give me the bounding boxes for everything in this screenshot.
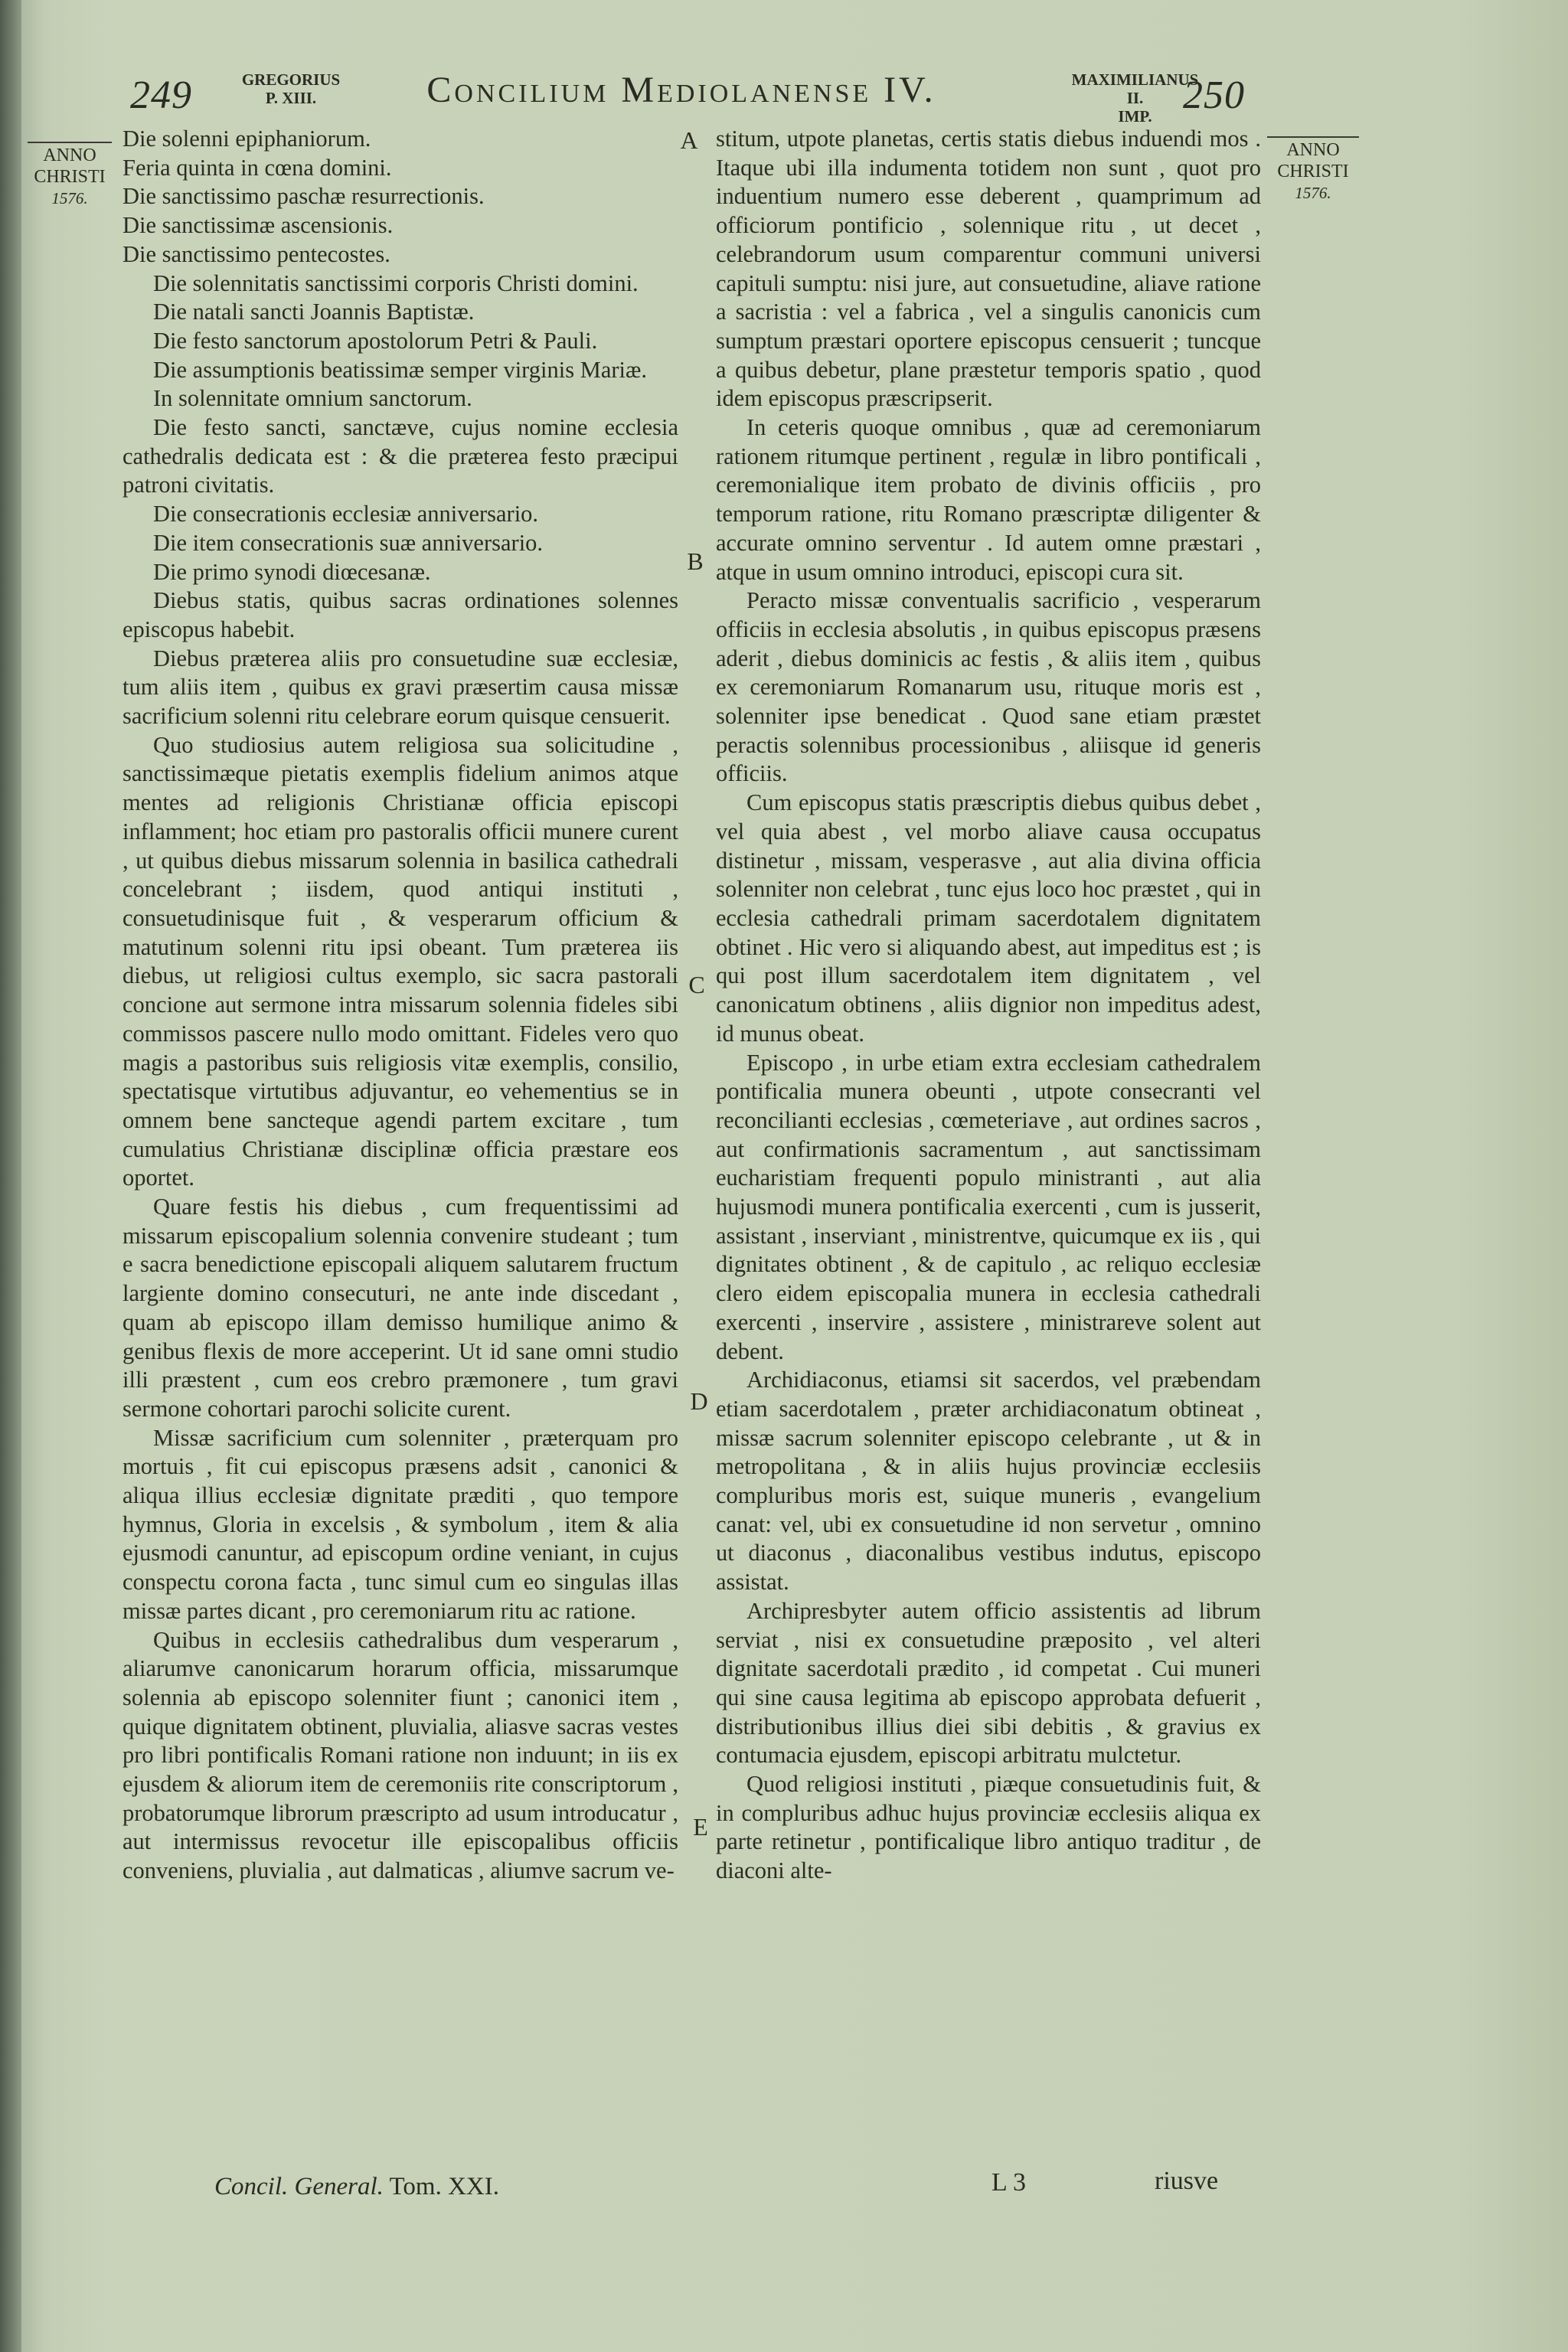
paragraph: Quo studiosius autem religiosa sua solicitudine , sanctissimæque pietatis exemplis fidelium animos atque mentes ad religionis Christianæ officia episcopi inflamment; hoc etiam pro pastoralis officii munere curent , ut quibus diebus missarum solennia in basilica cathedrali concelebrant ; iisdem, quod antiqui instituti , consuetudinisque fuit , & vesperarum officium & matutinum solenni ritu ipsi obeant. Tum præterea iis diebus, ut religiosi cultus exemplo, sic sacra pastorali concione aut sermone intra missarum solennia fideles sibi commissos pascere nullo modo omittant. Fideles vero quo magis a pastoribus suis religiosis vitæ exemplis, consilio, spectatisque virtutibus adjuvantur, eo vehementius se in omnem bene sancteque agendi partem excitare , tum cumulatius Christianæ disciplinæ officia præstare eos oportet. bbox=[122, 731, 678, 1191]
catchword: riusve bbox=[1155, 2167, 1219, 2195]
feast-list-item: Die consecrationis ecclesiæ anniversario. bbox=[153, 501, 539, 528]
feast-list-item: Diebus statis, quibus sacras ordinationes solennes episcopus habebit. bbox=[122, 587, 678, 642]
paragraph: Episcopo , in urbe etiam extra ecclesiam cathedralem pontificalia munera obeunti , utpote consecranti vel reconcilianti ecclesias , cœmeteriave , aut ordines sacros , aut confirmationis sacramentum , aut sanctissimam eucharistiam frequenti populo ministranti , aut alia hujusmodi munera pontificalia exercenti , cum is jusserit, assistant , inserviant , ministrentve, quicumque ex iis , qui dignitates obtinent , & de capitulo , ac reliquo ecclesiæ clero eidem episcopalia munera in ecclesia cathedrali exercenti , inservire , assistere , ministrareve solent aut debent. bbox=[716, 1049, 1261, 1364]
feast-list-item: Die sanctissimo paschæ resurrectionis. bbox=[122, 183, 485, 210]
signature-mark: L 3 bbox=[991, 2168, 1027, 2197]
left-text-column bbox=[122, 125, 678, 1886]
left-page-number: 249 bbox=[130, 74, 192, 117]
binding-fold bbox=[11, 0, 12, 2352]
footer-signature-title: Concil. General. bbox=[214, 2173, 384, 2200]
paragraph: Missæ sacrificium cum solenniter , præterquam pro mortuis , fit cui episcopus præsens adsit , canonici & aliqua illius ecclesiæ dignitate præditi , quo tempore hymnus, Gloria in excelsis , & symbolum , item & alia ejusmodi canuntur, ad episcopum ordine veniant, in cujus conspectu corona facta , tunc simul cum eo singulas illas missæ partes dicant , pro ceremoniarum ritu ac ratione. bbox=[122, 1424, 678, 1624]
left-margin-label: ANNO CHRISTI bbox=[34, 145, 106, 187]
section-letter-c: C bbox=[688, 971, 705, 998]
footer-volume: Tom. XXI. bbox=[389, 2173, 499, 2200]
paragraph: Quare festis his diebus , cum frequentissimi ad missarum episcopalium solennia convenire studeant ; tum e sacra benedictione episcopali aliquem salutarem fructum largiente domino consecuturi, ne ante inde discedant , quam ab episcopo illam demisso humilique animo & genibus flexis de more acceperint. Ut id sane omni studio illi præstent , cum eos crebro præmonere , tum gravi sermone cohortari parochi solicite curent. bbox=[122, 1194, 678, 1422]
page-title: Concilium Mediolanense IV. bbox=[426, 70, 936, 110]
feast-list-item: Die festo sanctorum apostolorum Petri & Pauli. bbox=[153, 327, 598, 354]
paragraph: Archipresbyter autem officio assistentis ad librum serviat , nisi ex consuetudine præposito , vel alteri dignitate sacerdotali prædito , id competat . Cui muneri qui sine causa legitima ab episcopo approbata defuerit , distributionibus illius diei sibi debitis , & gravius ex contumacia ejusdem, episcopi arbitratu mulctetur. bbox=[716, 1597, 1261, 1769]
paragraph: Quibus in ecclesiis cathedralibus dum vesperarum , aliarumve canonicarum horarum officia, missarumque solennia ab episcopo solenniter fiunt ; canonici item , quique dignitatem obtinent, pluvialia, aliasve sacras vestes pro libri pontificalis Romani ratione non induunt; in iis ex ejusdem & aliorum item de ceremoniis rite conscriptorum , probatorumque librorum præscripto ad usum introducatur , aut intermissus revocetur ille episcopalibus officiis conveniens, pluvialia , aut dalmaticas , aliumve sacrum ve- bbox=[122, 1626, 678, 1884]
right-margin-label: ANNO CHRISTI bbox=[1277, 140, 1349, 181]
right-margin-year: 1576. bbox=[1295, 184, 1331, 202]
feast-list-item: Die solenni epiphaniorum. bbox=[122, 126, 371, 152]
feast-list-item: Feria quinta in cœna domini. bbox=[122, 154, 392, 181]
paragraph: Archidiaconus, etiamsi sit sacerdos, vel præbendam etiam sacerdotalem , præter archidiaconatum obtineat , missæ sacrum solenniter episcopo celebrante , ut & in metropolitana , & in aliis hujus provinciæ ecclesiis compluribus moris est, suique muneris , evangelium canat: vel, ubi ex consuetudine id non servetur , omnino ut diaconus , diaconalibus vestibus indutus, episcopo assistat. bbox=[716, 1367, 1261, 1596]
feast-list-item: Die sanctissimo pentecostes. bbox=[122, 240, 390, 267]
paragraph: stitum, utpote planetas, certis statis diebus induendi mos . Itaque ubi illa indumenta totidem non sunt , quot pro induentium numero esse deberent , quamprimum ad officiorum pontificio , solennique ritu , ut decet , celebrandorum usum comparentur communi universi capituli sumptu: nisi jure, aut consuetudine, aliave ratione a sacristia : vel a fabrica , vel a singulis canonicis cum sumptum præstari oportere episcopus censuerit ; tuncque a quibus debetur, plane præstetur temporis spatio , quod idem episcopus præscripserit. bbox=[716, 126, 1261, 412]
feast-list-item: Die natali sancti Joannis Baptistæ. bbox=[153, 299, 475, 325]
feast-list-item: Die solennitatis sanctissimi corporis Christi domini. bbox=[153, 270, 639, 296]
section-letter-b: B bbox=[687, 547, 704, 575]
feast-list-item: Die assumptionis beatissimæ semper virginis Mariæ. bbox=[153, 356, 647, 383]
feast-list-item: Die sanctissimæ ascensionis. bbox=[122, 212, 394, 239]
right-margin-note bbox=[1267, 136, 1359, 204]
left-margin-year: 1576. bbox=[51, 189, 88, 207]
feast-list-item: Die festo sancti, sanctæve, cujus nomine ecclesia cathedralis dedicata est : & die præterea festo præcipui patroni civitatis. bbox=[122, 414, 678, 498]
right-running-head: MAXIMILIANUS II. IMP. bbox=[1071, 70, 1199, 126]
left-margin-note bbox=[28, 142, 112, 209]
section-letter-d: D bbox=[690, 1387, 708, 1415]
section-letter-e: E bbox=[693, 1813, 708, 1841]
paragraph: Peracto missæ conventualis sacrificio , vesperarum officiis in ecclesia absolutis , in quibus episcopus præsens aderit , diebus dominicis ac festis , & aliis item , quibus ex ceremoniarum Romanarum usu, rituque moris est , solenniter ipse benedicat . Quod sane etiam præstet peractis solennibus processionibus , aliisque id generis officiis. bbox=[716, 587, 1261, 787]
paragraph: In ceteris quoque omnibus , quæ ad ceremoniarum rationem ritumque pertinent , regulæ in libro pontificali , ceremonialique item probato de divinis officiis , pro temporum ratione, ritu Romano præscriptæ diligenter & accurate omnino serventur . Id autem omne præstari , atque in usum omnino introduci, episcopi cura sit. bbox=[716, 414, 1261, 585]
paragraph: Cum episcopus statis præscriptis diebus quibus debet , vel quia abest , vel morbo aliave causa occupatus distinetur , missam, vesperasve , aut alia divina officia solenniter non celebrat , tunc ejus loco hoc præstet , qui in ecclesia cathedrali primam sacerdotalem dignitatem obtinet . Hic vero si aliquando abest, aut impeditus est ; is qui post illum sacerdotalem item dignitatem , vel canonicatum obtinens , aliis dignior non impeditus adest, id munus obeat. bbox=[716, 789, 1261, 1047]
feast-list-item: Die item consecrationis suæ anniversario. bbox=[153, 529, 544, 556]
left-running-head: GREGORIUS P. XIII. bbox=[241, 70, 341, 107]
right-page-number: 250 bbox=[1183, 74, 1245, 117]
paragraph: Quod religiosi instituti , piæque consuetudinis fuit, & in compluribus adhuc hujus provinciæ ecclesiis aliqua ex parte retinetur , pontificalique libro antiquo traditur , de diaconi alte- bbox=[716, 1771, 1261, 1884]
feast-list-item: Die primo synodi diœcesanæ. bbox=[153, 558, 431, 585]
feast-list-item: In solennitate omnium sanctorum. bbox=[153, 385, 472, 412]
section-letter-a: A bbox=[680, 126, 698, 154]
paragraph: Diebus præterea aliis pro consuetudine suæ ecclesiæ, tum aliis item , quibus ex gravi præsertim causa missæ sacrificium solenni ritu celebrare eorum quisque censuerit. bbox=[122, 645, 678, 730]
right-text-column bbox=[716, 125, 1261, 1886]
footer-signature bbox=[214, 2173, 499, 2201]
